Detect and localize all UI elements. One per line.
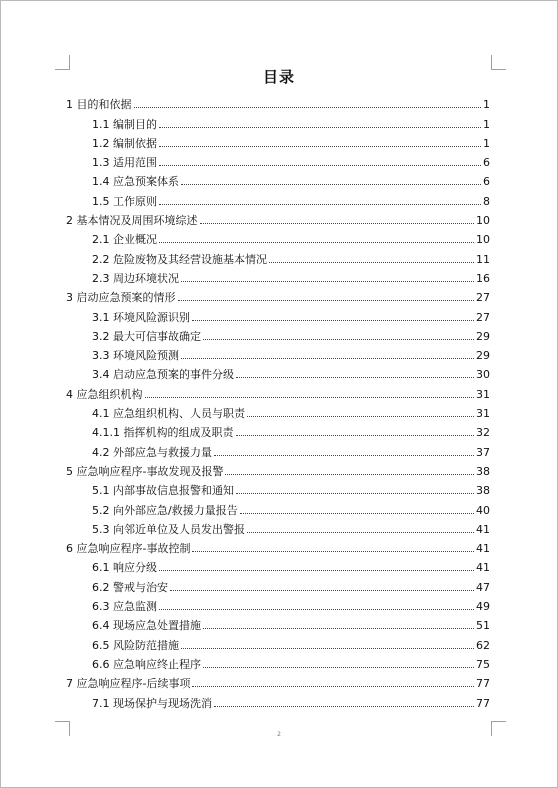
toc-entry-page-number: 75 bbox=[476, 657, 490, 671]
toc-entry-page-number: 16 bbox=[476, 271, 490, 285]
toc-entry-page-number: 31 bbox=[476, 407, 490, 421]
toc-entry-chapter[interactable] bbox=[66, 381, 490, 400]
toc-entry-label: 6.1 响应分级 bbox=[92, 561, 157, 575]
toc-entry-label: 4.2 外部应急与救援力量 bbox=[92, 445, 212, 459]
toc-dot-leader bbox=[214, 455, 474, 456]
toc-entry-label: 2.1 企业概况 bbox=[92, 233, 157, 247]
toc-dot-leader bbox=[240, 513, 474, 514]
toc-entry-section[interactable] bbox=[66, 324, 490, 343]
toc-entry-label: 6 应急响应程序-事故控制 bbox=[66, 542, 191, 556]
toc-dot-leader bbox=[134, 107, 482, 108]
toc-dot-leader bbox=[247, 416, 474, 417]
toc-entry-section[interactable] bbox=[66, 652, 490, 671]
toc-entry-section[interactable] bbox=[66, 188, 490, 207]
toc-entry-chapter[interactable] bbox=[66, 285, 490, 304]
toc-entry-page-number: 1 bbox=[483, 98, 490, 112]
toc-entry-section[interactable] bbox=[66, 632, 490, 651]
toc-dot-leader bbox=[236, 377, 474, 378]
toc-entry-page-number: 8 bbox=[483, 194, 490, 208]
toc-dot-leader bbox=[170, 590, 474, 591]
toc-entry-label: 5.2 向外部应急/救援力量报告 bbox=[92, 503, 238, 517]
toc-entry-label: 5 应急响应程序-事故发现及报警 bbox=[66, 464, 224, 478]
toc-entry-page-number: 29 bbox=[476, 329, 490, 343]
toc-dot-leader bbox=[159, 165, 481, 166]
toc-entry-label: 4.1.1 指挥机构的组成及职责 bbox=[92, 426, 234, 440]
toc-entry-page-number: 62 bbox=[476, 638, 490, 652]
toc-dot-leader bbox=[159, 204, 481, 205]
toc-entry-label: 7.1 现场保护与现场洗消 bbox=[92, 696, 212, 710]
toc-entry-page-number: 38 bbox=[476, 464, 490, 478]
toc-entry-section[interactable] bbox=[66, 266, 490, 285]
toc-dot-leader bbox=[159, 242, 474, 243]
toc-entry-label: 1 目的和依据 bbox=[66, 98, 132, 112]
toc-dot-leader bbox=[203, 339, 474, 340]
toc-entry-page-number: 10 bbox=[476, 214, 490, 228]
toc-entry-page-number: 77 bbox=[476, 677, 490, 691]
toc-dot-leader bbox=[192, 320, 474, 321]
toc-entry-label: 6.3 应急监测 bbox=[92, 600, 157, 614]
toc-entry-page-number: 6 bbox=[483, 175, 490, 189]
toc-entry-page-number: 30 bbox=[476, 368, 490, 382]
toc-entry-page-number: 41 bbox=[476, 522, 490, 536]
toc-dot-leader bbox=[225, 474, 474, 475]
toc-entry-section[interactable] bbox=[66, 555, 490, 574]
table-of-contents bbox=[66, 92, 490, 710]
toc-entry-label: 1.1 编制目的 bbox=[92, 117, 157, 131]
toc-entry-section[interactable] bbox=[66, 401, 490, 420]
toc-dot-leader bbox=[159, 127, 481, 128]
toc-dot-leader bbox=[181, 358, 474, 359]
toc-entry-label: 1.5 工作原则 bbox=[92, 194, 157, 208]
toc-entry-section[interactable] bbox=[66, 150, 490, 169]
toc-dot-leader bbox=[181, 648, 474, 649]
toc-entry-chapter[interactable] bbox=[66, 208, 490, 227]
toc-entry-page-number: 10 bbox=[476, 233, 490, 247]
toc-dot-leader bbox=[236, 435, 475, 436]
toc-entry-section[interactable] bbox=[66, 246, 490, 265]
toc-entry-chapter[interactable] bbox=[66, 459, 490, 478]
toc-entry-section[interactable] bbox=[66, 111, 490, 130]
toc-entry-section[interactable] bbox=[66, 227, 490, 246]
toc-entry-section[interactable] bbox=[66, 304, 490, 323]
toc-entry-chapter[interactable] bbox=[66, 671, 490, 690]
toc-dot-leader bbox=[181, 281, 474, 282]
toc-entry-section[interactable] bbox=[66, 362, 490, 381]
toc-dot-leader bbox=[269, 262, 474, 263]
toc-entry-label: 7 应急响应程序-后续事项 bbox=[66, 677, 191, 691]
toc-dot-leader bbox=[181, 184, 481, 185]
toc-entry-label: 6.2 警戒与治安 bbox=[92, 580, 168, 594]
toc-entry-label: 3 启动应急预案的情形 bbox=[66, 291, 176, 305]
toc-entry-section[interactable] bbox=[66, 574, 490, 593]
toc-entry-page-number: 37 bbox=[476, 445, 490, 459]
toc-entry-label: 3.1 环境风险源识别 bbox=[92, 310, 190, 324]
toc-entry-label: 1.4 应急预案体系 bbox=[92, 175, 179, 189]
toc-entry-label: 6.4 现场应急处置措施 bbox=[92, 619, 201, 633]
toc-entry-section[interactable] bbox=[66, 343, 490, 362]
toc-entry-section[interactable] bbox=[66, 478, 490, 497]
toc-entry-page-number: 31 bbox=[476, 387, 490, 401]
toc-entry-page-number: 6 bbox=[483, 156, 490, 170]
toc-entry-label: 3.2 最大可信事故确定 bbox=[92, 329, 201, 343]
toc-entry-label: 2.2 危险废物及其经营设施基本情况 bbox=[92, 252, 267, 266]
toc-dot-leader bbox=[203, 667, 474, 668]
toc-dot-leader bbox=[159, 609, 474, 610]
toc-entry-page-number: 29 bbox=[476, 349, 490, 363]
toc-dot-leader bbox=[236, 493, 474, 494]
toc-dot-leader bbox=[192, 551, 474, 552]
toc-entry-page-number: 41 bbox=[476, 561, 490, 575]
toc-entry-section[interactable] bbox=[66, 131, 490, 150]
toc-entry-page-number: 49 bbox=[476, 600, 490, 614]
page-number: 2 bbox=[277, 731, 281, 738]
toc-dot-leader bbox=[214, 706, 474, 707]
toc-entry-page-number: 32 bbox=[476, 426, 490, 440]
toc-entry-section[interactable] bbox=[66, 169, 490, 188]
toc-entry-section[interactable] bbox=[66, 420, 490, 439]
toc-entry-chapter[interactable] bbox=[66, 536, 490, 555]
toc-entry-page-number: 51 bbox=[476, 619, 490, 633]
toc-dot-leader bbox=[247, 532, 474, 533]
toc-entry-page-number: 77 bbox=[476, 696, 490, 710]
toc-entry-section[interactable] bbox=[66, 517, 490, 536]
toc-title: 目录 bbox=[262, 68, 295, 86]
toc-entry-page-number: 38 bbox=[476, 484, 490, 498]
toc-entry-label: 4.1 应急组织机构、人员与职责 bbox=[92, 407, 245, 421]
toc-entry-label: 3.3 环境风险预测 bbox=[92, 349, 179, 363]
toc-entry-section[interactable] bbox=[66, 594, 490, 613]
toc-entry-section[interactable] bbox=[66, 439, 490, 458]
toc-entry-page-number: 11 bbox=[476, 252, 490, 266]
toc-entry-page-number: 27 bbox=[476, 310, 490, 324]
toc-dot-leader bbox=[192, 686, 474, 687]
toc-dot-leader bbox=[145, 397, 475, 398]
toc-entry-label: 4 应急组织机构 bbox=[66, 387, 143, 401]
toc-entry-section[interactable] bbox=[66, 497, 490, 516]
toc-entry-label: 6.5 风险防范措施 bbox=[92, 638, 179, 652]
toc-entry-page-number: 27 bbox=[476, 291, 490, 305]
toc-entry-page-number: 40 bbox=[476, 503, 490, 517]
toc-dot-leader bbox=[200, 223, 475, 224]
toc-entry-label: 5.3 向邻近单位及人员发出警报 bbox=[92, 522, 245, 536]
toc-entry-label: 5.1 内部事故信息报警和通知 bbox=[92, 484, 234, 498]
toc-entry-page-number: 47 bbox=[476, 580, 490, 594]
toc-entry-label: 1.2 编制依据 bbox=[92, 136, 157, 150]
toc-dot-leader bbox=[203, 628, 474, 629]
toc-entry-page-number: 41 bbox=[476, 542, 490, 556]
toc-entry-section[interactable] bbox=[66, 613, 490, 632]
toc-entry-label: 6.6 应急响应终止程序 bbox=[92, 657, 201, 671]
toc-entry-label: 2 基本情况及周围环境综述 bbox=[66, 214, 198, 228]
toc-dot-leader bbox=[159, 570, 474, 571]
toc-dot-leader bbox=[159, 146, 481, 147]
toc-entry-label: 2.3 周边环境状况 bbox=[92, 271, 179, 285]
toc-entry-page-number: 1 bbox=[483, 117, 490, 131]
toc-entry-label: 3.4 启动应急预案的事件分级 bbox=[92, 368, 234, 382]
toc-dot-leader bbox=[178, 300, 475, 301]
toc-entry-section[interactable] bbox=[66, 690, 490, 709]
toc-entry-label: 1.3 适用范围 bbox=[92, 156, 157, 170]
toc-entry-chapter[interactable] bbox=[66, 92, 490, 111]
toc-entry-page-number: 1 bbox=[483, 136, 490, 150]
